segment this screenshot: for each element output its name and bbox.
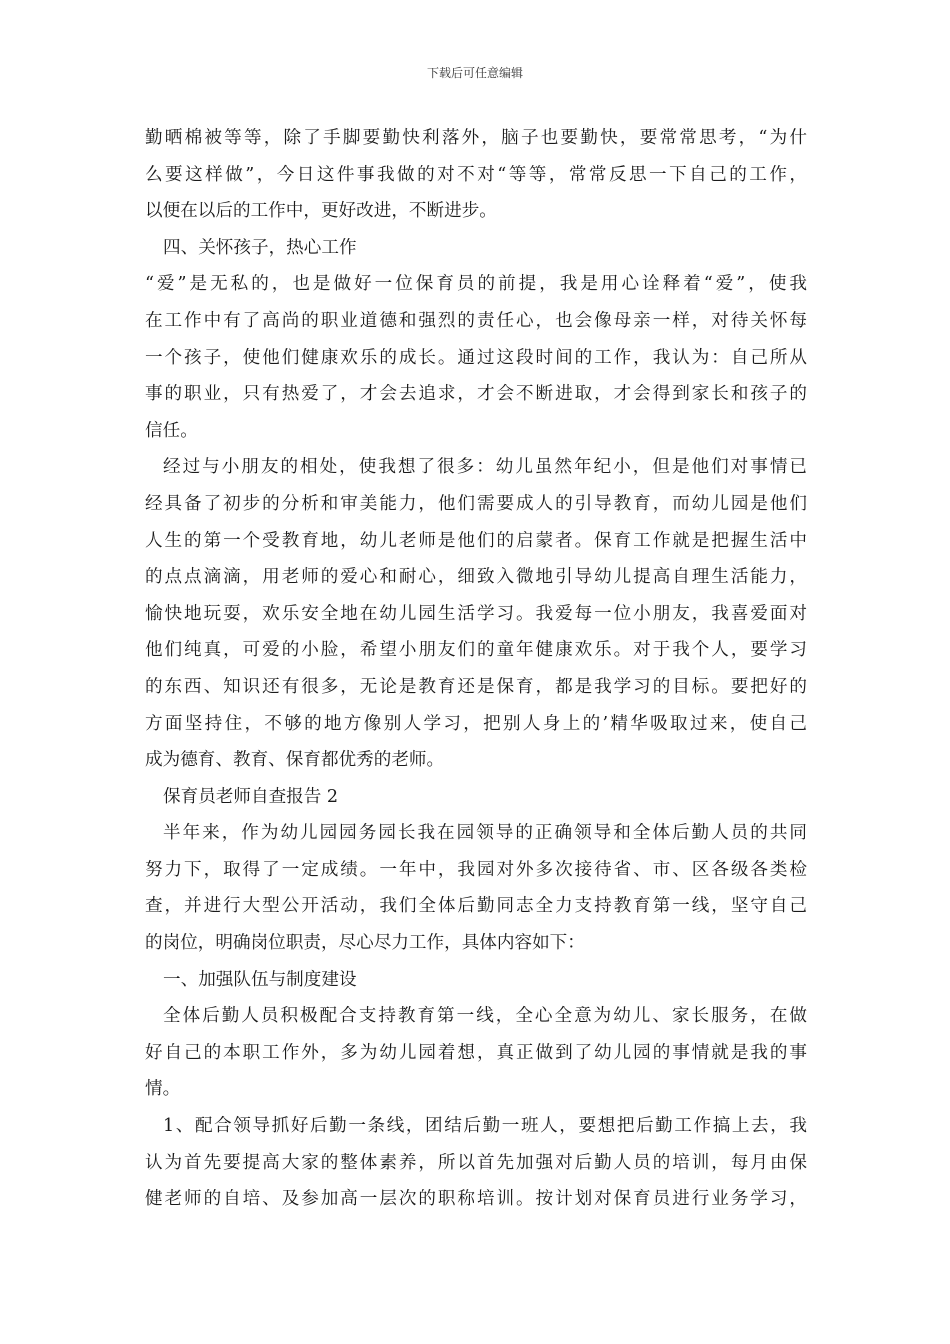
text-line: 以便在以后的工作中，更好改进，不断进步。 — [145, 201, 497, 222]
section-heading: 保育员老师自查报告 2 — [163, 786, 339, 807]
text-line: “爱”是无私的，也是做好一位保育员的前提，我是用心诠释着“爱”，使我 — [145, 274, 807, 295]
section-heading: 一、加强队伍与制度建设 — [163, 969, 357, 990]
text-line: 的岗位，明确岗位职责，尽心尽力工作，具体内容如下： — [145, 933, 585, 954]
text-line: 么要这样做”，今日这件事我做的对不对“等等，常常反思一下自己的工作， — [145, 164, 807, 185]
text-line: 健老师的自培、及参加高一层次的职称培训。按计划对保育员进行业务学习， — [145, 1189, 807, 1210]
text-line: 全体后勤人员积极配合支持教育第一线，全心全意为幼儿、家长服务，在做 — [163, 1006, 807, 1027]
text-line: 经过与小朋友的相处，使我想了很多：幼儿虽然年纪小，但是他们对事情已 — [163, 457, 807, 478]
page-header: 下载后可任意编辑 — [426, 66, 523, 80]
text-line: 半年来，作为幼儿园园务园长我在园领导的正确领导和全体后勤人员的共同 — [163, 823, 807, 844]
text-line: 信任。 — [145, 420, 198, 441]
text-line: 情。 — [145, 1079, 181, 1100]
text-line: 方面坚持住，不够的地方像别人学习，把别人身上的’精华吸取过来，使自己 — [145, 713, 807, 734]
text-line: 事的职业，只有热爱了，才会去追求，才会不断进取，才会得到家长和孩子的 — [145, 384, 807, 405]
text-line: 的点点滴滴，用老师的爱心和耐心，细致入微地引导幼儿提高自理生活能力， — [145, 567, 807, 588]
text-line: 的东西、知识还有很多，无论是教育还是保育，都是我学习的目标。要把好的 — [145, 676, 807, 697]
text-line: 人生的第一个受教育地，幼儿老师是他们的启蒙者。保育工作就是把握生活中 — [145, 530, 807, 551]
text-line: 一个孩子，使他们健康欢乐的成长。通过这段时间的工作，我认为：自己所从 — [145, 347, 807, 368]
text-line: 1、配合领导抓好后勤一条线，团结后勤一班人，要想把后勤工作搞上去，我 — [163, 1116, 807, 1137]
text-line: 认为首先要提高大家的整体素养，所以首先加强对后勤人员的培训，每月由保 — [145, 1152, 807, 1173]
text-line: 好自己的本职工作外，多为幼儿园着想，真正做到了幼儿园的事情就是我的事 — [145, 1042, 807, 1063]
text-line: 他们纯真，可爱的小脸，希望小朋友们的童年健康欢乐。对于我个人，要学习 — [145, 640, 807, 661]
text-line: 愉快地玩耍，欢乐安全地在幼儿园生活学习。我爱每一位小朋友，我喜爱面对 — [145, 603, 807, 624]
text-line: 勤晒棉被等等，除了手脚要勤快利落外，脑子也要勤快，要常常思考，“为什 — [145, 128, 807, 148]
text-line: 成为德育、教育、保育都优秀的老师。 — [145, 750, 445, 771]
text-line: 努力下，取得了一定成绩。一年中，我园对外多次接待省、市、区各级各类检 — [145, 859, 807, 880]
text-line: 查，并进行大型公开活动，我们全体后勤同志全力支持教育第一线，坚守自己 — [145, 896, 807, 917]
section-heading: 四、关怀孩子，热心工作 — [163, 237, 357, 258]
text-line: 经具备了初步的分析和审美能力，他们需要成人的引导教育，而幼儿园是他们 — [145, 493, 807, 514]
text-line: 在工作中有了高尚的职业道德和强烈的责任心，也会像母亲一样，对待关怀每 — [145, 310, 807, 331]
document-body — [145, 120, 807, 1218]
